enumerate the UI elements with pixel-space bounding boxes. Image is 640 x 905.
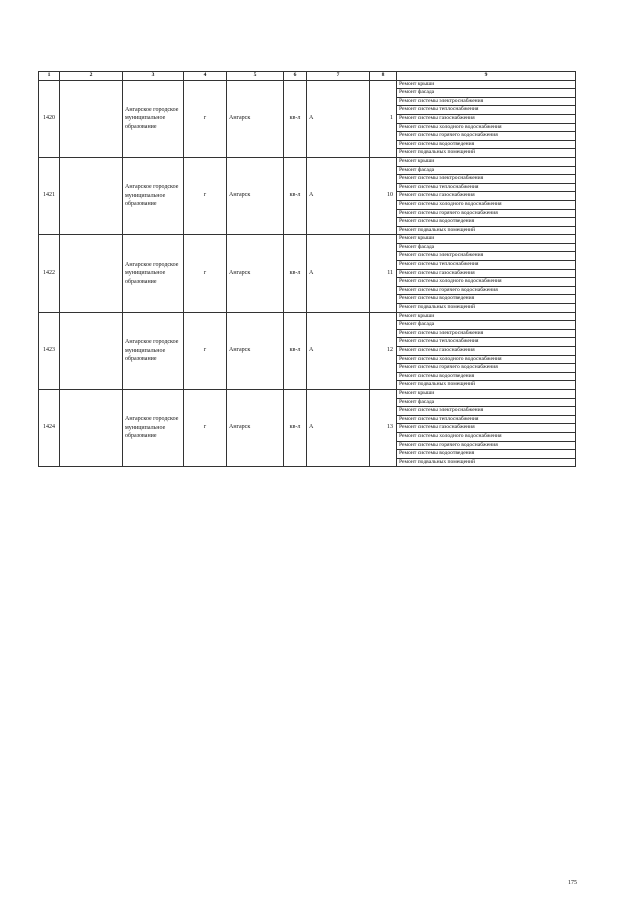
work-item-cell: Ремонт системы газоснабжения — [397, 114, 576, 123]
work-item-cell: Ремонт системы электроснабжения — [397, 329, 576, 338]
work-item-cell: Ремонт системы холодного водоснабжения — [397, 200, 576, 209]
street-type-cell: кв-л — [284, 157, 307, 234]
settlement-cell: Ангарск — [227, 312, 284, 389]
work-item-cell: Ремонт крыши — [397, 312, 576, 321]
municipality-cell: Ангарское городское муниципальное образование — [123, 157, 184, 234]
table-row — [39, 157, 576, 166]
street-type-cell: кв-л — [284, 312, 307, 389]
header-col-4: 4 — [184, 72, 227, 81]
document-sheet — [38, 71, 566, 467]
row-number-cell: 1420 — [39, 80, 60, 157]
table-row — [39, 312, 576, 321]
work-item-cell: Ремонт системы теплоснабжения — [397, 261, 576, 270]
settlement-type-cell: г — [184, 157, 227, 234]
municipality-cell: Ангарское городское муниципальное образование — [123, 312, 184, 389]
settlement-type-cell: г — [184, 312, 227, 389]
house-number-cell: 12 — [370, 312, 397, 389]
header-col-8: 8 — [370, 72, 397, 81]
work-item-cell: Ремонт фасада — [397, 89, 576, 98]
page-number: 175 — [568, 880, 577, 886]
work-item-cell: Ремонт фасада — [397, 321, 576, 330]
work-item-cell: Ремонт системы водоотведения — [397, 372, 576, 381]
work-item-cell: Ремонт крыши — [397, 235, 576, 244]
header-col-2: 2 — [60, 72, 123, 81]
settlement-cell: Ангарск — [227, 157, 284, 234]
work-item-cell: Ремонт системы водоотведения — [397, 140, 576, 149]
work-item-cell: Ремонт системы горячего водоснабжения — [397, 209, 576, 218]
municipality-cell: Ангарское городское муниципальное образование — [123, 235, 184, 312]
table-row — [39, 80, 576, 89]
work-item-cell: Ремонт системы водоотведения — [397, 218, 576, 227]
work-item-cell: Ремонт системы горячего водоснабжения — [397, 441, 576, 450]
column-2-cell — [60, 235, 123, 312]
work-item-cell: Ремонт системы газоснабжения — [397, 347, 576, 356]
street-type-cell: кв-л — [284, 389, 307, 466]
work-item-cell: Ремонт системы холодного водоснабжения — [397, 432, 576, 441]
settlement-cell: Ангарск — [227, 80, 284, 157]
house-number-cell: 10 — [370, 157, 397, 234]
column-2-cell — [60, 80, 123, 157]
work-item-cell: Ремонт системы горячего водоснабжения — [397, 364, 576, 373]
work-item-cell: Ремонт подвальных помещений — [397, 149, 576, 158]
street-type-cell: кв-л — [284, 80, 307, 157]
header-col-5: 5 — [227, 72, 284, 81]
table-row — [39, 389, 576, 398]
work-item-cell: Ремонт подвальных помещений — [397, 458, 576, 467]
header-col-6: 6 — [284, 72, 307, 81]
street-type-cell: кв-л — [284, 235, 307, 312]
header-col-3: 3 — [123, 72, 184, 81]
work-item-cell: Ремонт фасада — [397, 398, 576, 407]
work-item-cell: Ремонт системы электроснабжения — [397, 252, 576, 261]
work-item-cell: Ремонт системы водоотведения — [397, 295, 576, 304]
house-number-cell: 11 — [370, 235, 397, 312]
work-item-cell: Ремонт системы электроснабжения — [397, 175, 576, 184]
work-item-cell: Ремонт системы горячего водоснабжения — [397, 132, 576, 141]
street-cell: А — [307, 157, 370, 234]
settlement-type-cell: г — [184, 235, 227, 312]
row-number-cell: 1424 — [39, 389, 60, 466]
street-cell: А — [307, 235, 370, 312]
work-item-cell: Ремонт системы теплоснабжения — [397, 106, 576, 115]
header-col-1: 1 — [39, 72, 60, 81]
settlement-cell: Ангарск — [227, 389, 284, 466]
row-number-cell: 1421 — [39, 157, 60, 234]
street-cell: А — [307, 312, 370, 389]
row-number-cell: 1423 — [39, 312, 60, 389]
work-item-cell: Ремонт системы теплоснабжения — [397, 183, 576, 192]
work-item-cell: Ремонт системы газоснабжения — [397, 192, 576, 201]
municipality-cell: Ангарское городское муниципальное образование — [123, 80, 184, 157]
work-item-cell: Ремонт системы теплоснабжения — [397, 415, 576, 424]
column-2-cell — [60, 157, 123, 234]
table-header-row — [39, 72, 576, 81]
municipality-cell: Ангарское городское муниципальное образование — [123, 389, 184, 466]
work-item-cell: Ремонт фасада — [397, 166, 576, 175]
table-row — [39, 235, 576, 244]
work-item-cell: Ремонт подвальных помещений — [397, 381, 576, 390]
header-col-9: 9 — [397, 72, 576, 81]
street-cell: А — [307, 389, 370, 466]
work-item-cell: Ремонт системы водоотведения — [397, 450, 576, 459]
work-item-cell: Ремонт подвальных помещений — [397, 304, 576, 313]
header-col-7: 7 — [307, 72, 370, 81]
house-number-cell: 1 — [370, 80, 397, 157]
work-item-cell: Ремонт фасада — [397, 243, 576, 252]
work-item-cell: Ремонт системы газоснабжения — [397, 269, 576, 278]
work-item-cell: Ремонт системы теплоснабжения — [397, 338, 576, 347]
work-item-cell: Ремонт крыши — [397, 80, 576, 89]
work-item-cell: Ремонт системы электроснабжения — [397, 97, 576, 106]
work-item-cell: Ремонт системы электроснабжения — [397, 407, 576, 416]
work-item-cell: Ремонт системы холодного водоснабжения — [397, 355, 576, 364]
column-2-cell — [60, 389, 123, 466]
settlement-cell: Ангарск — [227, 235, 284, 312]
work-item-cell: Ремонт системы холодного водоснабжения — [397, 278, 576, 287]
house-number-cell: 13 — [370, 389, 397, 466]
work-item-cell: Ремонт крыши — [397, 157, 576, 166]
work-item-cell: Ремонт системы газоснабжения — [397, 424, 576, 433]
work-item-cell: Ремонт подвальных помещений — [397, 226, 576, 235]
row-number-cell: 1422 — [39, 235, 60, 312]
work-item-cell: Ремонт крыши — [397, 389, 576, 398]
column-2-cell — [60, 312, 123, 389]
repair-works-table — [38, 71, 576, 467]
settlement-type-cell: г — [184, 80, 227, 157]
settlement-type-cell: г — [184, 389, 227, 466]
work-item-cell: Ремонт системы горячего водоснабжения — [397, 286, 576, 295]
work-item-cell: Ремонт системы холодного водоснабжения — [397, 123, 576, 132]
table-body — [39, 80, 576, 467]
street-cell: А — [307, 80, 370, 157]
